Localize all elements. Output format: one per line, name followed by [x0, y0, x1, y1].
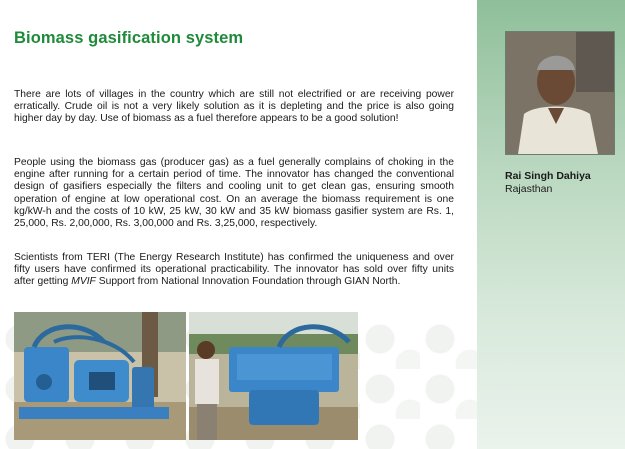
- page-title: Biomass gasification system: [14, 29, 244, 47]
- mvif-emphasis: MVIF: [71, 276, 96, 288]
- gasifier-photo-image: [14, 312, 186, 440]
- innovator-portrait: [505, 31, 615, 155]
- innovator-portrait-image: [506, 32, 614, 154]
- innovator-with-machine-image: [189, 312, 358, 440]
- gasifier-photo: [14, 312, 186, 440]
- innovator-location: Rajasthan: [505, 183, 553, 195]
- paragraph-validation: [14, 252, 454, 289]
- paragraph-design: People using the biomass gas (producer gas) as a fuel generally complains of choking in the engine after running for a certain period of time. The innovator has changed the conventional design of gasifiers especially the filters and cooling unit to get clean gas, ensuring smooth operation of engine at low operational cost. On an average the biomass requirement is one kg/kW-h and the costs of 10 kW, 25 kW, 30 kW and 35 kW biomass gasifier system are Rs. 1, 25,000, Rs. 2,00,000, Rs. 3,00,000 and Rs. 3,25,000, respectively.: [14, 157, 454, 230]
- innovator-with-machine-photo: [189, 312, 358, 440]
- paragraph-validation-text-1: Scientists from TERI (The Energy Research Institute) has confirmed the uniqueness and over fifty users have confirmed its operational practicability. The innovator has sold over fifty units after getting: [14, 252, 454, 288]
- innovator-name: Rai Singh Dahiya: [505, 170, 591, 182]
- paragraph-validation-text-2: Support from National Innovation Foundation through GIAN North.: [95, 276, 401, 288]
- paragraph-intro: There are lots of villages in the country which are still not electrified or are receiving power erratically. Crude oil is not a very likely solution as it is depleting and the price is also going higher day by day. Use of biomass as a fuel therefore appears to be a good solution!: [14, 89, 454, 125]
- sidebar: [477, 0, 625, 449]
